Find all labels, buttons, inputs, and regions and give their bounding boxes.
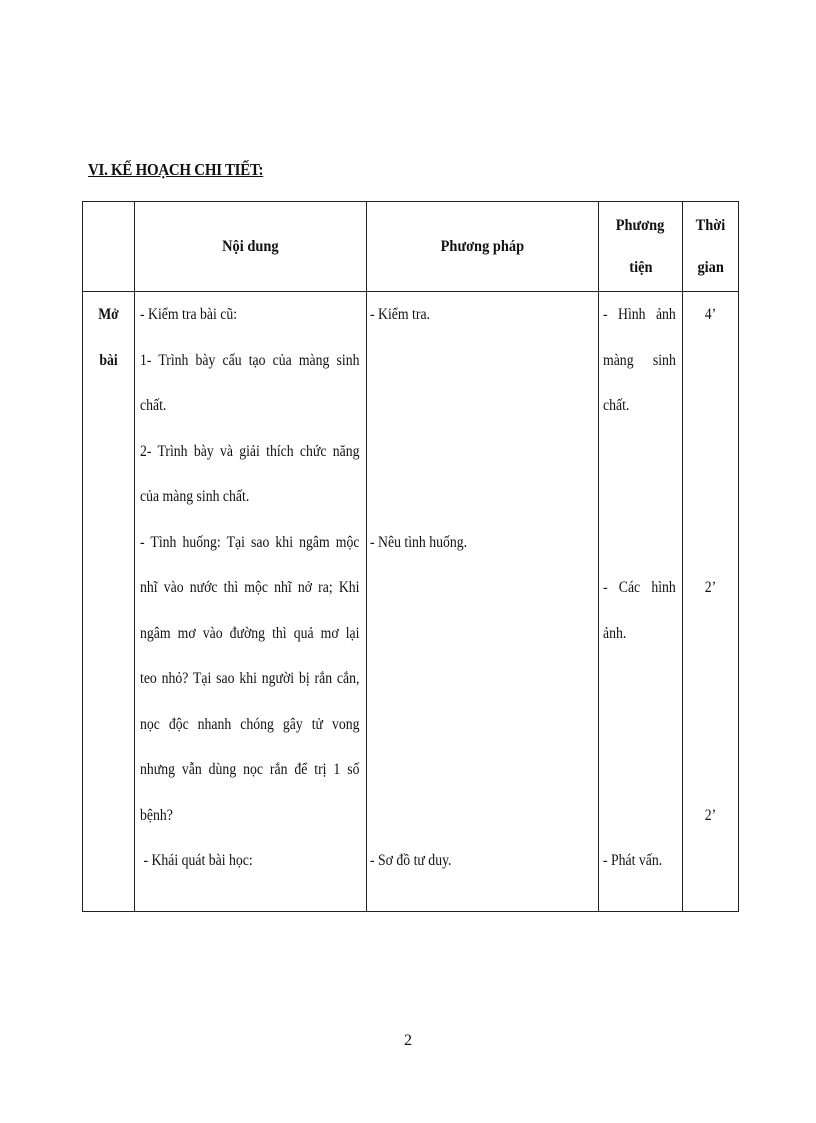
- means-item: - Hình ảnh: [603, 306, 676, 323]
- header-content: Nội dung: [135, 202, 367, 292]
- lesson-plan-table: [82, 201, 739, 912]
- method-item: - Kiểm tra.: [370, 306, 430, 323]
- method-item: - Sơ đồ tư duy.: [370, 852, 452, 869]
- header-time: Thời gian: [683, 202, 739, 292]
- time-value: 2’: [704, 806, 717, 824]
- method-item: - Nêu tình huống.: [370, 533, 468, 551]
- stage-cell: Mở bài: [83, 292, 135, 912]
- means-item: - Phát vấn.: [603, 852, 663, 869]
- content-line: bệnh?: [140, 806, 173, 824]
- means-item: ảnh.: [603, 624, 627, 642]
- content-line: nhĩ vào nước thì mộc nhĩ nở ra; Khi: [140, 579, 360, 596]
- content-cell: [135, 292, 367, 912]
- time-value: 2’: [704, 579, 717, 596]
- page-number: 2: [404, 1032, 412, 1049]
- time-value: 4’: [704, 306, 717, 323]
- means-item: màng sinh: [603, 351, 676, 369]
- section-heading: VI. KẾ HOẠCH CHI TIẾT:: [88, 160, 264, 179]
- means-item: - Các hình: [603, 579, 676, 596]
- content-line: nhưng vẫn dùng nọc rắn để trị 1 số: [140, 761, 360, 778]
- table-row: [83, 292, 739, 912]
- content-line: ngâm mơ vào đường thì quả mơ lại: [140, 624, 360, 642]
- method-cell: [367, 292, 599, 912]
- means-item: chất.: [603, 397, 630, 414]
- content-line: - Khái quát bài học:: [140, 852, 253, 869]
- content-line: - Kiểm tra bài cũ:: [140, 306, 238, 323]
- content-line: teo nhỏ? Tại sao khi người bị rắn cắn,: [140, 670, 360, 687]
- header-method: Phương pháp: [367, 202, 599, 292]
- header-row: [83, 202, 739, 292]
- content-line: nọc độc nhanh chóng gây tử vong: [140, 715, 360, 733]
- content-line: 1- Trình bày cấu tạo của màng sinh: [140, 351, 360, 369]
- content-line: chất.: [140, 397, 167, 414]
- content-line: của màng sinh chất.: [140, 488, 250, 505]
- means-cell: [599, 292, 683, 912]
- content-line: 2- Trình bày và giải thích chức năng: [140, 442, 360, 460]
- header-means: Phương tiện: [599, 202, 683, 292]
- content-line: - Tình huống: Tại sao khi ngâm mộc: [140, 533, 360, 551]
- header-stage: [83, 202, 135, 292]
- time-cell: [683, 292, 739, 912]
